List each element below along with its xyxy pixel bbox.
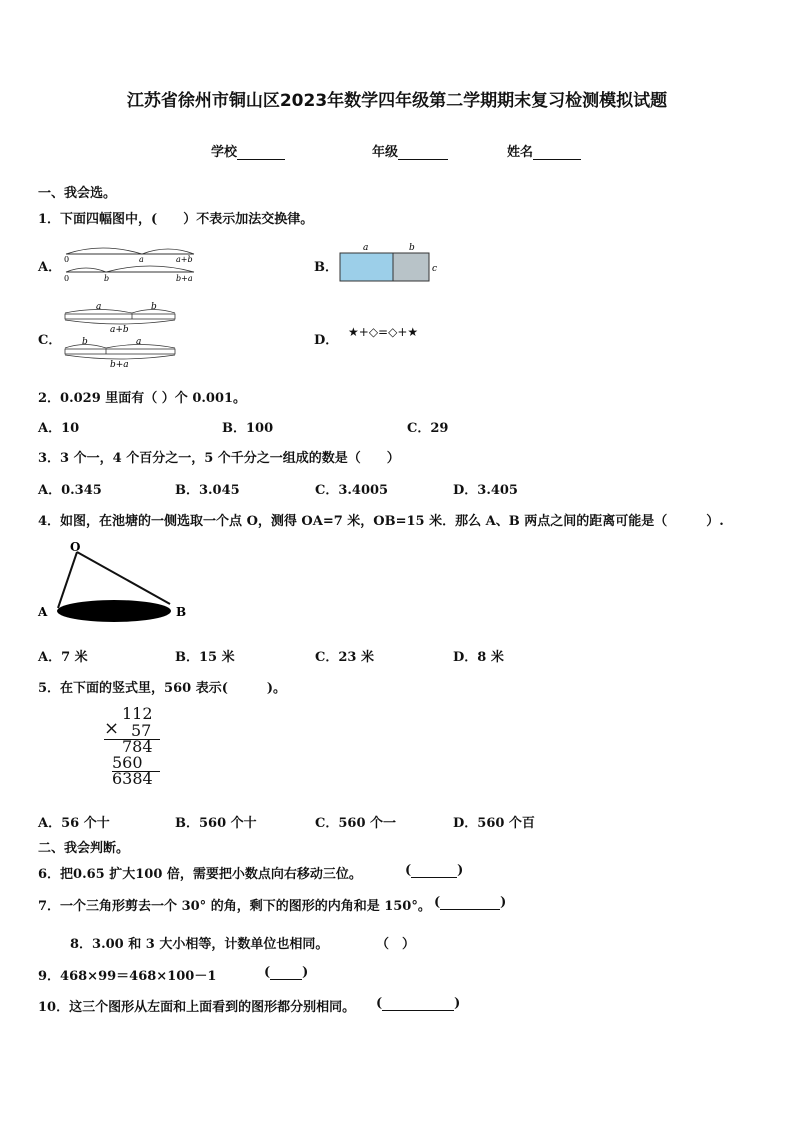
point-o-label: O xyxy=(70,540,81,554)
section-heading-2: 二、我会判断。 xyxy=(38,841,130,856)
q7-answer-blank[interactable]: ( ) xyxy=(434,895,507,910)
q1-figure-d: ★+◇=◇+★ xyxy=(348,325,419,339)
q3-option-b[interactable]: B．3.045 xyxy=(175,483,240,498)
school-label: 学校 xyxy=(211,145,238,160)
q5-option-b[interactable]: B．560 个十 xyxy=(175,816,257,831)
question-2-text: 2．0.029 里面有（ ）个 0.001。 xyxy=(38,391,247,406)
q1-option-d-label[interactable]: D． xyxy=(314,333,339,348)
q10-answer-blank[interactable]: ( ) xyxy=(376,996,461,1011)
grade-field xyxy=(372,141,448,160)
q1-figure-a xyxy=(62,240,202,290)
q5-option-d[interactable]: D．560 个百 xyxy=(453,816,535,831)
question-4-text: 4．如图，在池塘的一侧选取一个点 O，测得 OA=7 米，OB=15 米．那么 A、B 两点之间的距离可能是（ ）. xyxy=(38,514,724,529)
q2-option-b[interactable]: B．100 xyxy=(222,421,274,436)
question-1-text: 1．下面四幅图中，( ）不表示加法交换律。 xyxy=(38,212,314,227)
q1-option-c-label[interactable]: C． xyxy=(38,333,62,348)
q1-figure-b xyxy=(336,240,446,286)
q3-option-a[interactable]: A．0.345 xyxy=(38,483,102,498)
fig-a-b: b xyxy=(104,274,110,283)
fig-c-bpa: b+a xyxy=(110,360,129,370)
question-3-text: 3．3 个一，4 个百分之一，5 个千分之一组成的数是（ ） xyxy=(38,451,400,466)
q5-option-c[interactable]: C．560 个一 xyxy=(315,816,397,831)
point-b-label: B xyxy=(176,605,187,619)
q4-option-c[interactable]: C．23 米 xyxy=(315,650,374,665)
name-label: 姓名 xyxy=(507,145,534,160)
q4-pond-figure xyxy=(32,538,192,628)
question-5-text: 5．在下面的竖式里，560 表示( )。 xyxy=(38,681,287,696)
question-6-text: 6．把0.65 扩大100 倍，需要把小数点向右移动三位。 xyxy=(38,867,362,882)
fig-b-b: b xyxy=(409,243,415,253)
q3-option-c[interactable]: C．3.4005 xyxy=(315,483,389,498)
q5-option-a[interactable]: A．56 个十 xyxy=(38,816,110,831)
vertical-row-4: 560 xyxy=(112,753,143,772)
q1-figure-c xyxy=(62,300,182,370)
q9-answer-blank[interactable]: ( ) xyxy=(264,965,309,980)
fig-c-a-1: a xyxy=(96,302,102,312)
vertical-row-5: 6384 xyxy=(112,769,153,788)
q4-option-b[interactable]: B．15 米 xyxy=(175,650,235,665)
q4-option-a[interactable]: A．7 米 xyxy=(38,650,88,665)
question-9-text: 9．468×99＝468×100－1 xyxy=(38,969,217,984)
q6-answer-blank[interactable]: ( ) xyxy=(405,863,464,878)
q4-option-d[interactable]: D．8 米 xyxy=(453,650,504,665)
fig-b-a: a xyxy=(363,243,369,253)
times-sign: × xyxy=(104,718,120,739)
q1-option-a-label[interactable]: A． xyxy=(38,260,62,275)
name-field xyxy=(507,141,581,160)
grade-blank[interactable] xyxy=(398,145,448,160)
page-title: 江苏省徐州市铜山区2023年数学四年级第二学期期末复习检测模拟试题 xyxy=(126,91,668,111)
fig-c-a-2: a xyxy=(136,337,142,347)
question-8-text: 8．3.00 和 3 大小相等，计数单位也相同。 xyxy=(70,937,329,952)
vertical-row-3: 784 xyxy=(122,737,153,756)
q8-answer-blank[interactable]: （ ） xyxy=(376,937,416,952)
school-blank[interactable] xyxy=(237,145,285,160)
q3-option-d[interactable]: D．3.405 xyxy=(453,483,518,498)
fig-b-c: c xyxy=(432,264,438,274)
vertical-row-1: 112 xyxy=(122,704,153,723)
question-7-text: 7．一个三角形剪去一个 30° 的角，剩下的图形的内角和是 150°。 xyxy=(38,899,431,914)
school-field xyxy=(211,141,285,160)
vertical-row-2: 57 xyxy=(131,721,152,740)
fig-c-apb: a+b xyxy=(110,325,129,335)
fig-c-b-1: b xyxy=(151,302,157,312)
fig-a-apb: a+b xyxy=(176,255,193,264)
q2-option-c[interactable]: C．29 xyxy=(407,421,449,436)
q2-option-a[interactable]: A．10 xyxy=(38,421,80,436)
question-10-text: 10．这三个图形从左面和上面看到的图形都分别相同。 xyxy=(38,1000,356,1015)
fig-c-b-2: b xyxy=(82,337,88,347)
section-heading-1: 一、我会选。 xyxy=(38,186,117,201)
fig-a-zero-1: 0 xyxy=(64,255,70,264)
fig-a-a: a xyxy=(139,255,144,264)
q1-option-b-label[interactable]: B． xyxy=(314,260,338,275)
fig-a-zero-2: 0 xyxy=(64,274,70,283)
grade-label: 年级 xyxy=(372,145,399,160)
fig-a-bpa: b+a xyxy=(176,274,193,283)
name-blank[interactable] xyxy=(533,145,581,160)
point-a-label: A xyxy=(38,605,48,619)
